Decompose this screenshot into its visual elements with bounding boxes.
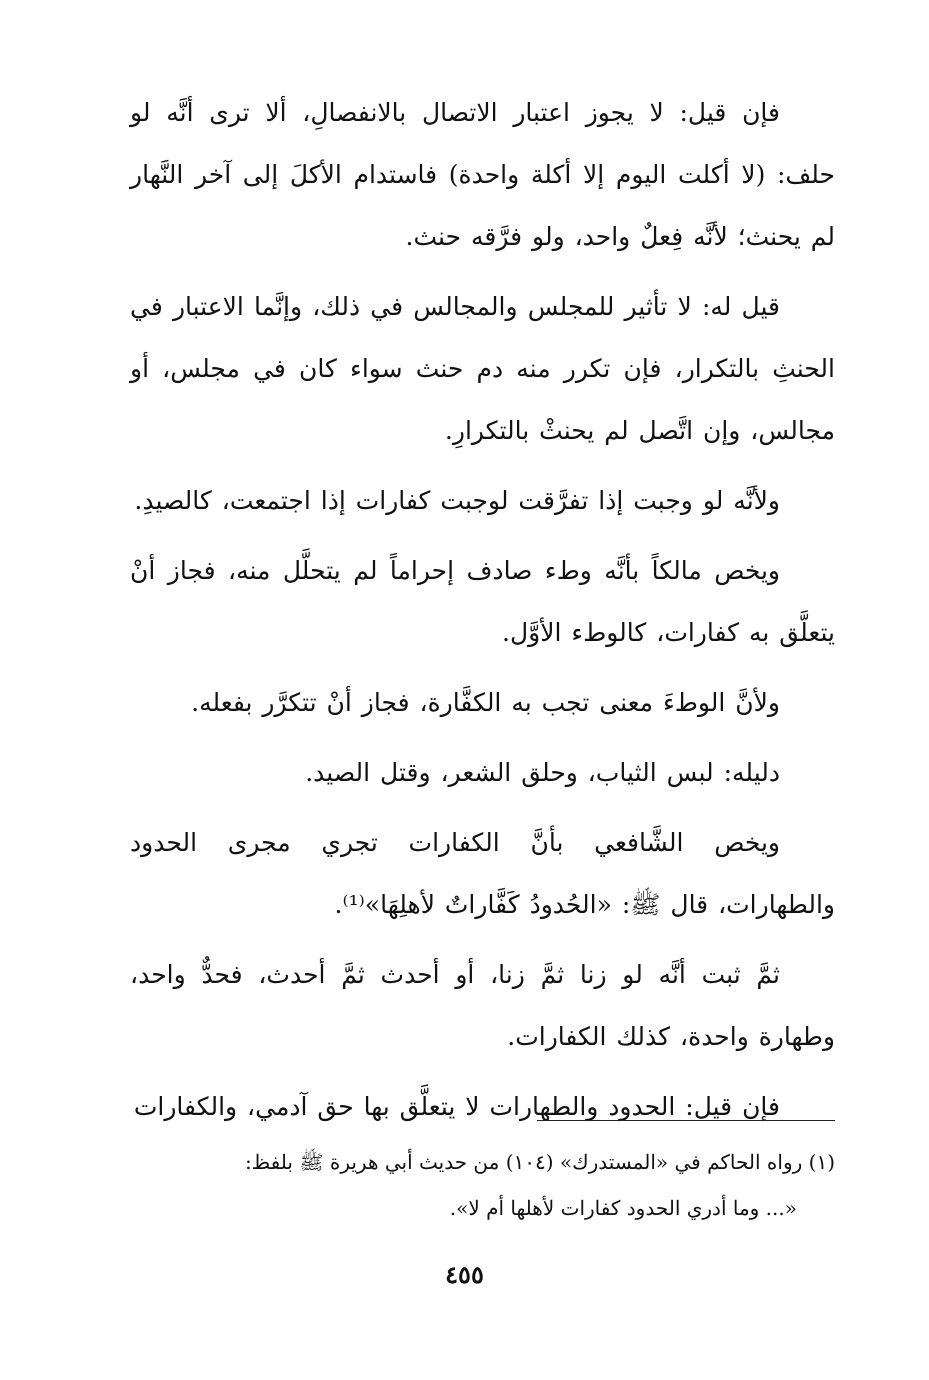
footnote-line-2: «... وما أدري الحدود كفارات لأهلها أم لا». <box>449 1196 797 1220</box>
page-body <box>130 82 835 1138</box>
page-number: ٤٥٥ <box>445 1260 484 1289</box>
paragraph-2: قيل له: لا تأثير للمجلس والمجالس في ذلك، وإنَّما الاعتبار في الحنثِ بالتكرار، فإن تكرر منه دم حنث سواء كان في مجلس، أو مجالس، وإن اتَّصل لم يحنثْ بالتكرارِ. <box>130 292 835 445</box>
paragraph-9: فإن قيل: الحدود والطهارات لا يتعلَّق بها حق آدمي، والكفارات <box>133 1092 780 1121</box>
paragraph-5: ولأنَّ الوطءَ معنى تجب به الكفَّارة، فجاز أنْ تتكرَّر بفعله. <box>191 688 780 717</box>
paragraph-7: ويخص الشَّافعي بأنَّ الكفارات تجري مجرى الحدود والطهارات، قال ﷺ: «الحُدودُ كَفَّاراتٌ لأهلِهَا»⁽¹⁾. <box>130 828 835 919</box>
footnote-separator <box>537 1120 835 1121</box>
paragraph-3: ولأنَّه لو وجبت إذا تفرَّقت لوجبت كفارات إذا اجتمعت، كالصيدِ. <box>134 486 780 515</box>
footnote-line-1: (١) رواه الحاكم في «المستدرك» (١٠٤) من حديث أبي هريرة ﷺ بلفظ: <box>244 1150 835 1174</box>
paragraph-6: دليله: لبس الثياب، وحلق الشعر، وقتل الصيد. <box>305 758 780 787</box>
paragraph-1: فإن قيل: لا يجوز اعتبار الاتصال بالانفصالِ، ألا ترى أنَّه لو حلف: (لا أكلت اليوم إلا أكلة واحدة) فاستدام الأكلَ إلى آخر النَّهار لم يحنث؛ لأنَّه فِعلٌ واحد، ولو فرَّقه حنث. <box>130 98 835 251</box>
paragraph-8: ثمَّ ثبت أنَّه لو زنا ثمَّ زنا، أو أحدث ثمَّ أحدث، فحدٌّ واحد، وطهارة واحدة، كذلك الكفارات. <box>130 960 835 1051</box>
footnote <box>130 1139 835 1231</box>
paragraph-4: ويخص مالكاً بأنَّه وطء صادف إحراماً لم يتحلَّل منه، فجاز أنْ يتعلَّق به كفارات، كالوطء الأوَّل. <box>130 556 835 647</box>
